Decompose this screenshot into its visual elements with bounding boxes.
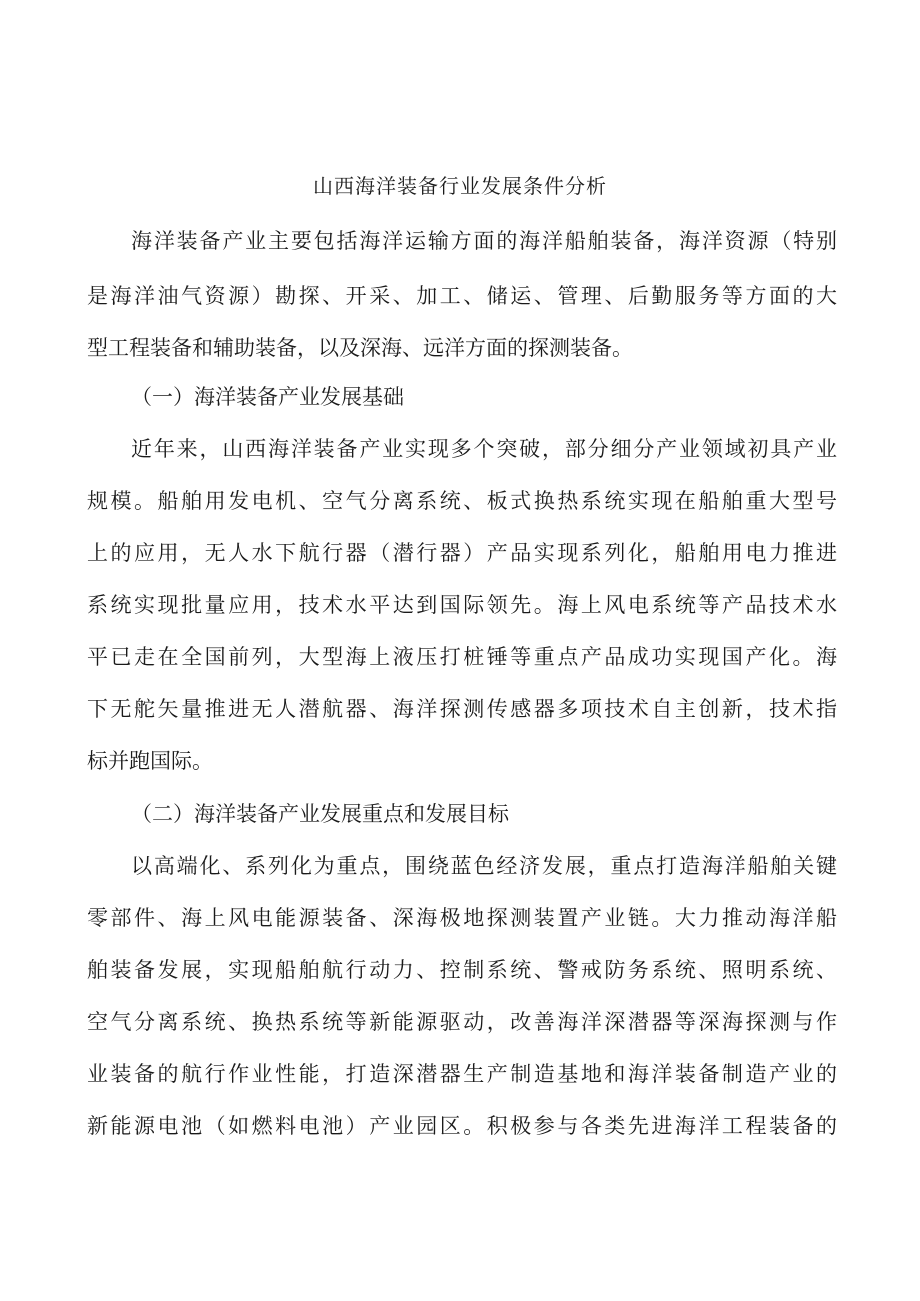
section-heading-1: （一）海洋装备产业发展基础 [131, 385, 404, 409]
section2-line-4: 空气分离系统、换热系统等新能源驱动，改善海洋深潜器等深海探测与作 [87, 1010, 837, 1034]
section2-line-5: 业装备的航行作业性能，打造深潜器生产制造基地和海洋装备制造产业的 [87, 1062, 837, 1086]
section1-line-7: 标并跑国际。 [87, 749, 213, 773]
section1-line-6: 下无舵矢量推进无人潜航器、海洋探测传感器多项技术自主创新，技术指 [87, 697, 837, 721]
intro-line-3: 型工程装备和辅助装备，以及深海、远洋方面的探测装备。 [87, 336, 633, 360]
section1-line-2: 规模。船舶用发电机、空气分离系统、板式换热系统实现在船舶重大型号 [87, 489, 837, 513]
section1-line-1: 近年来，山西海洋装备产业实现多个突破，部分细分产业领域初具产业 [131, 437, 837, 461]
section2-line-1: 以高端化、系列化为重点，围绕蓝色经济发展，重点打造海洋船舶关键 [131, 854, 837, 878]
section1-line-3: 上的应用，无人水下航行器（潜行器）产品实现系列化，船舶用电力推进 [87, 541, 837, 565]
section1-line-5: 平已走在全国前列，大型海上液压打桩锤等重点产品成功实现国产化。海 [87, 645, 837, 669]
section2-line-3: 舶装备发展，实现船舶航行动力、控制系统、警戒防务系统、照明系统、 [87, 958, 837, 982]
intro-line-1: 海洋装备产业主要包括海洋运输方面的海洋船舶装备，海洋资源（特别 [131, 229, 837, 253]
section2-line-6: 新能源电池（如燃料电池）产业园区。积极参与各类先进海洋工程装备的 [87, 1114, 837, 1138]
document-title: 山西海洋装备行业发展条件分析 [313, 174, 607, 198]
section2-line-2: 零部件、海上风电能源装备、深海极地探测装置产业链。大力推动海洋船 [87, 906, 837, 930]
section-heading-2: （二）海洋装备产业发展重点和发展目标 [131, 802, 509, 826]
section1-line-4: 系统实现批量应用，技术水平达到国际领先。海上风电系统等产品技术水 [87, 593, 837, 617]
intro-line-2: 是海洋油气资源）勘探、开采、加工、储运、管理、后勤服务等方面的大 [87, 284, 837, 308]
